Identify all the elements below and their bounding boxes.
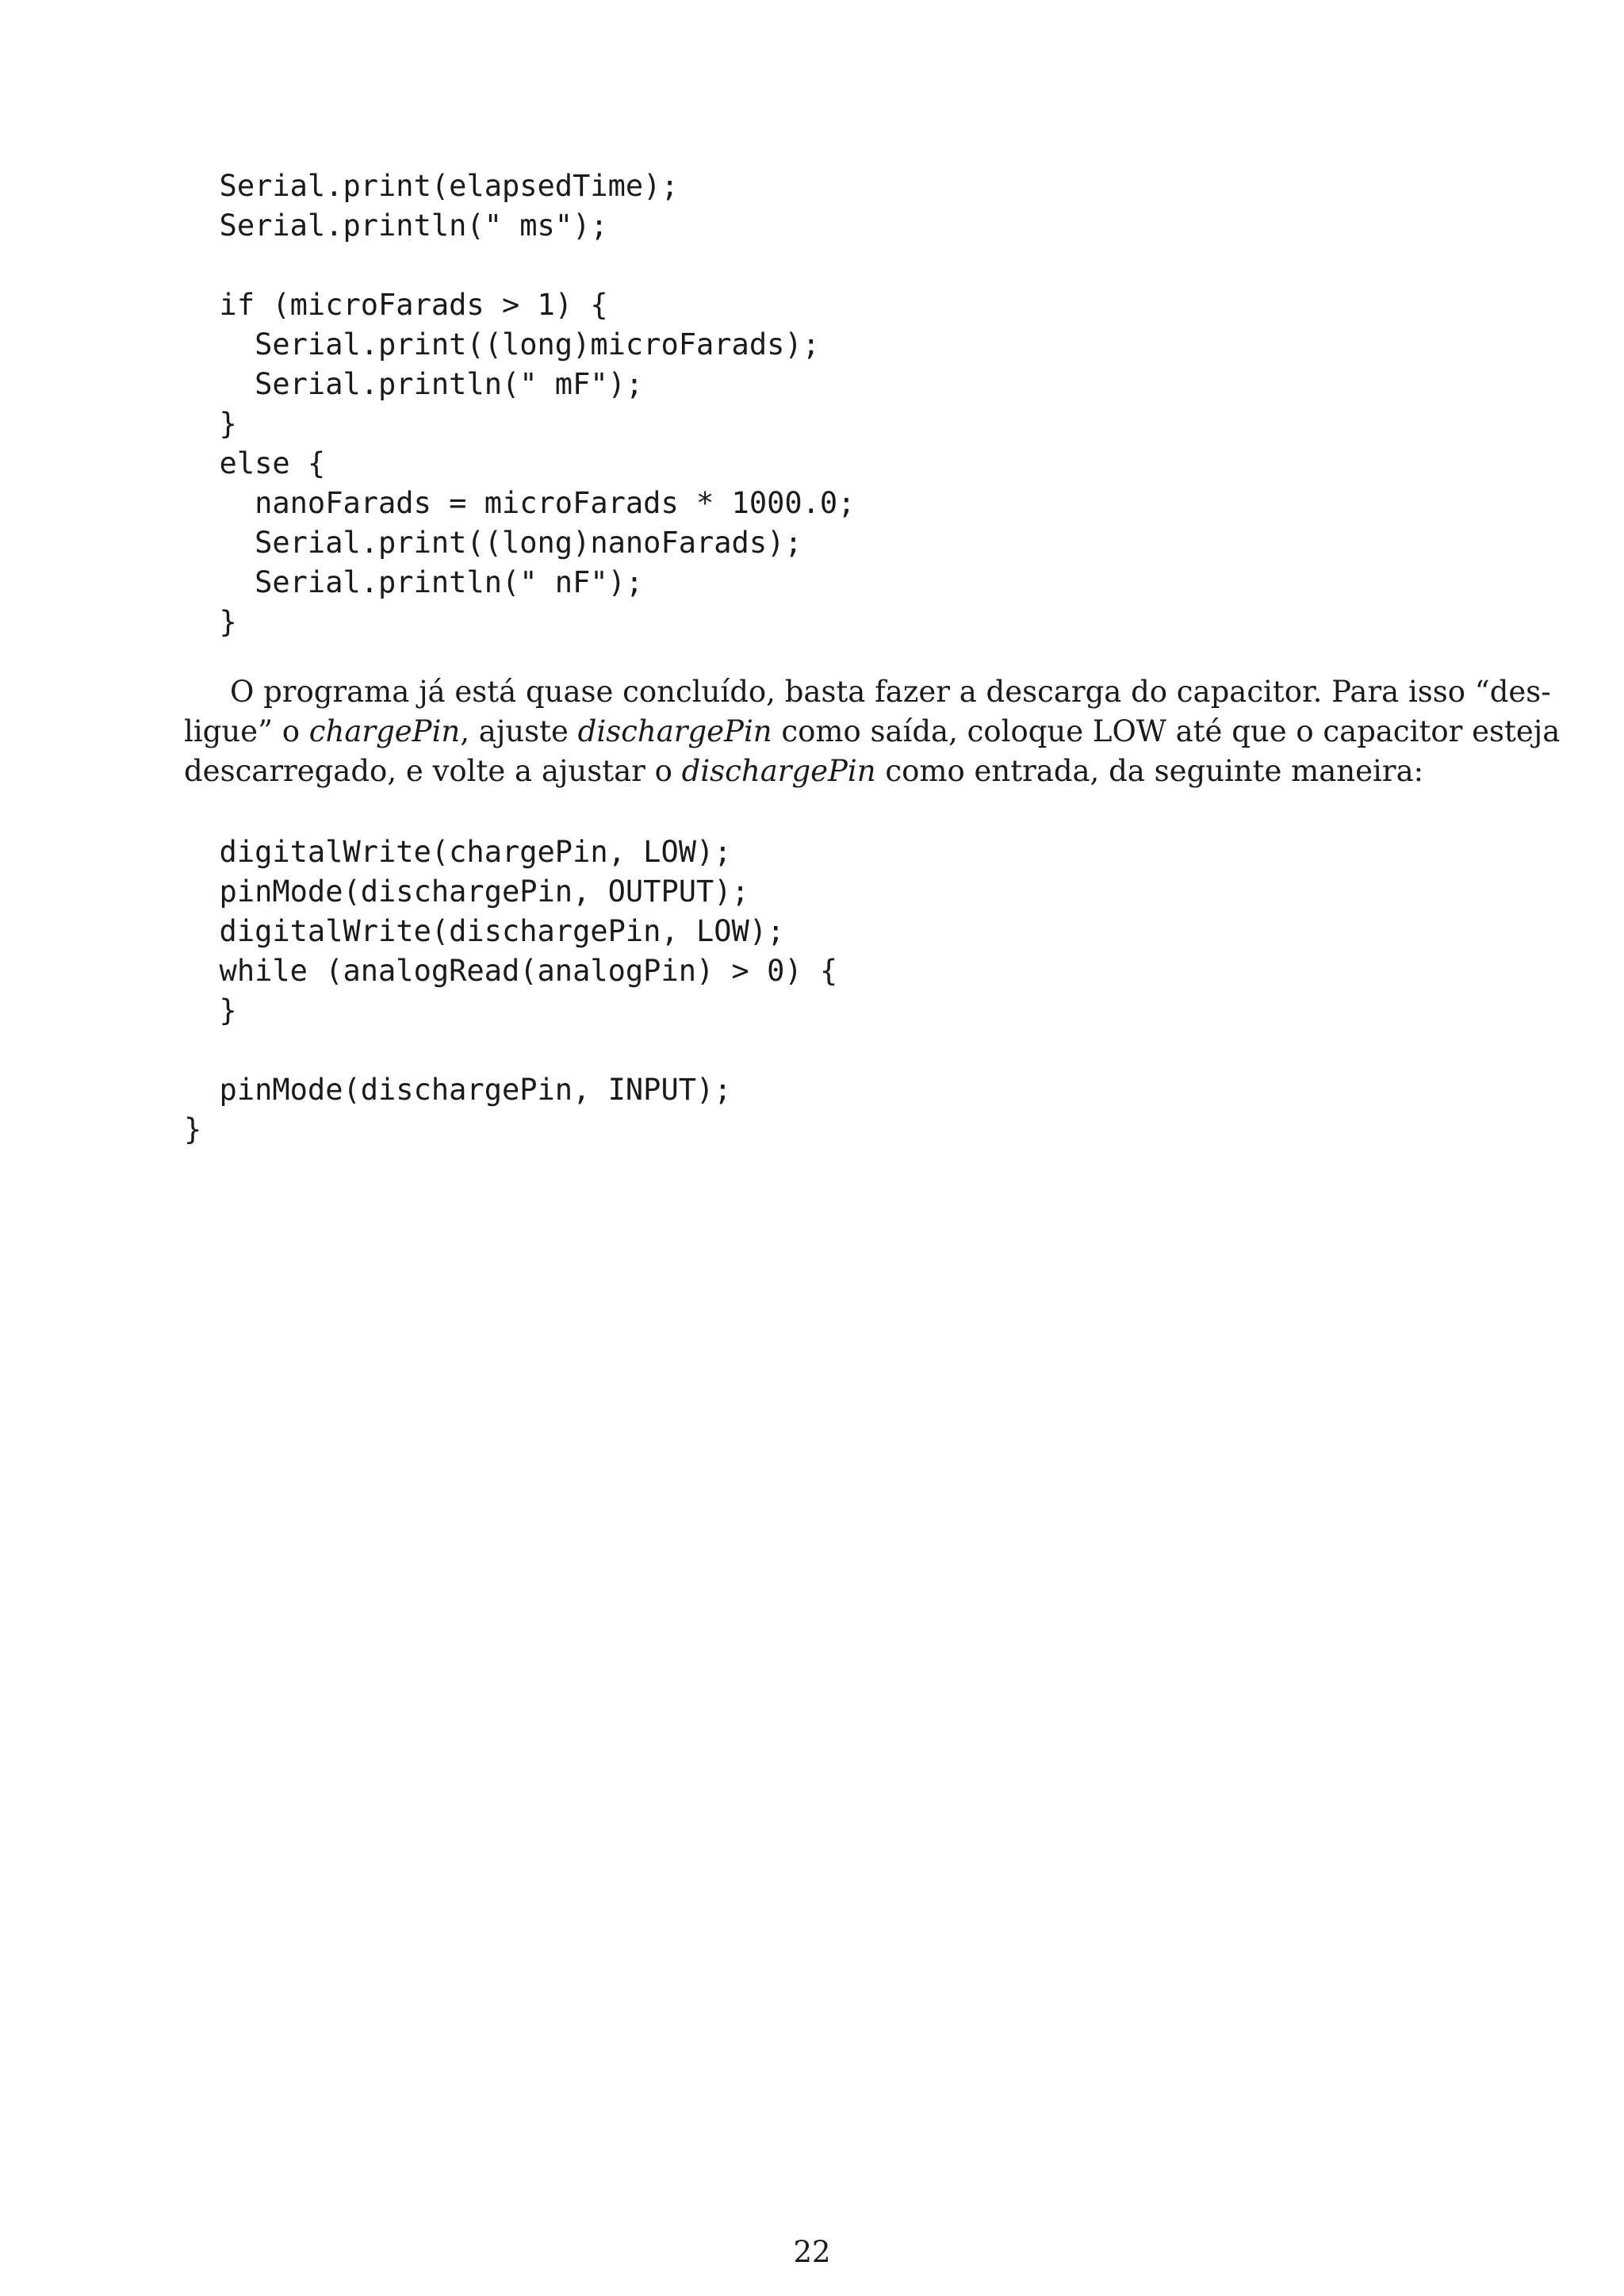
code-identifier-emphasis: dischargePin: [577, 714, 772, 748]
paragraph-line: [184, 752, 1505, 791]
code-line: }: [184, 407, 237, 441]
code-line: [184, 246, 855, 285]
code-line: while (analogRead(analogPin) > 0) {: [184, 954, 838, 988]
paragraph-text: O programa já está quase concluído, basta fazer a descarga do capacitor. Para isso “des-: [230, 675, 1551, 709]
code-line: }: [184, 993, 237, 1027]
code-block-serial-output: [184, 166, 855, 642]
code-line: pinMode(dischargePin, OUTPUT);: [184, 874, 749, 909]
code-line: Serial.print((long)nanoFarads);: [184, 526, 802, 560]
code-line: pinMode(dischargePin, INPUT);: [184, 1073, 732, 1107]
code-line: digitalWrite(chargePin, LOW);: [184, 835, 732, 869]
paragraph-text: ligue” o: [184, 714, 309, 748]
code-line: if (microFarads > 1) {: [184, 288, 608, 322]
body-paragraph: [184, 672, 1561, 791]
paragraph-text: descarregado, e volte a ajustar o: [184, 754, 682, 788]
code-line: [184, 1031, 837, 1070]
code-line: else {: [184, 446, 326, 480]
code-line: Serial.println(" nF");: [184, 565, 644, 599]
code-line: digitalWrite(dischargePin, LOW);: [184, 914, 785, 948]
page-number: 22: [793, 2235, 831, 2269]
code-line: Serial.println(" ms");: [184, 209, 608, 243]
code-line: }: [184, 605, 237, 639]
code-line: }: [184, 1112, 202, 1146]
paragraph-line: [184, 712, 1561, 752]
code-line: Serial.print((long)microFarads);: [184, 327, 820, 362]
code-line: nanoFarads = microFarads * 1000.0;: [184, 486, 856, 520]
code-identifier-emphasis: dischargePin: [681, 754, 876, 788]
paragraph-text: como entrada, da seguinte maneira:: [875, 754, 1424, 788]
code-line: Serial.print(elapsedTime);: [184, 169, 679, 203]
code-line: Serial.println(" mF");: [184, 367, 644, 401]
code-identifier-emphasis: chargePin: [308, 714, 461, 748]
paragraph-line: [184, 672, 1551, 712]
paragraph-text: como saída, coloque LOW até que o capacitor esteja: [772, 714, 1561, 748]
paragraph-text: , ajuste: [460, 714, 578, 748]
code-block-discharge: [184, 832, 837, 1150]
paragraph-text-group: [184, 712, 1560, 752]
